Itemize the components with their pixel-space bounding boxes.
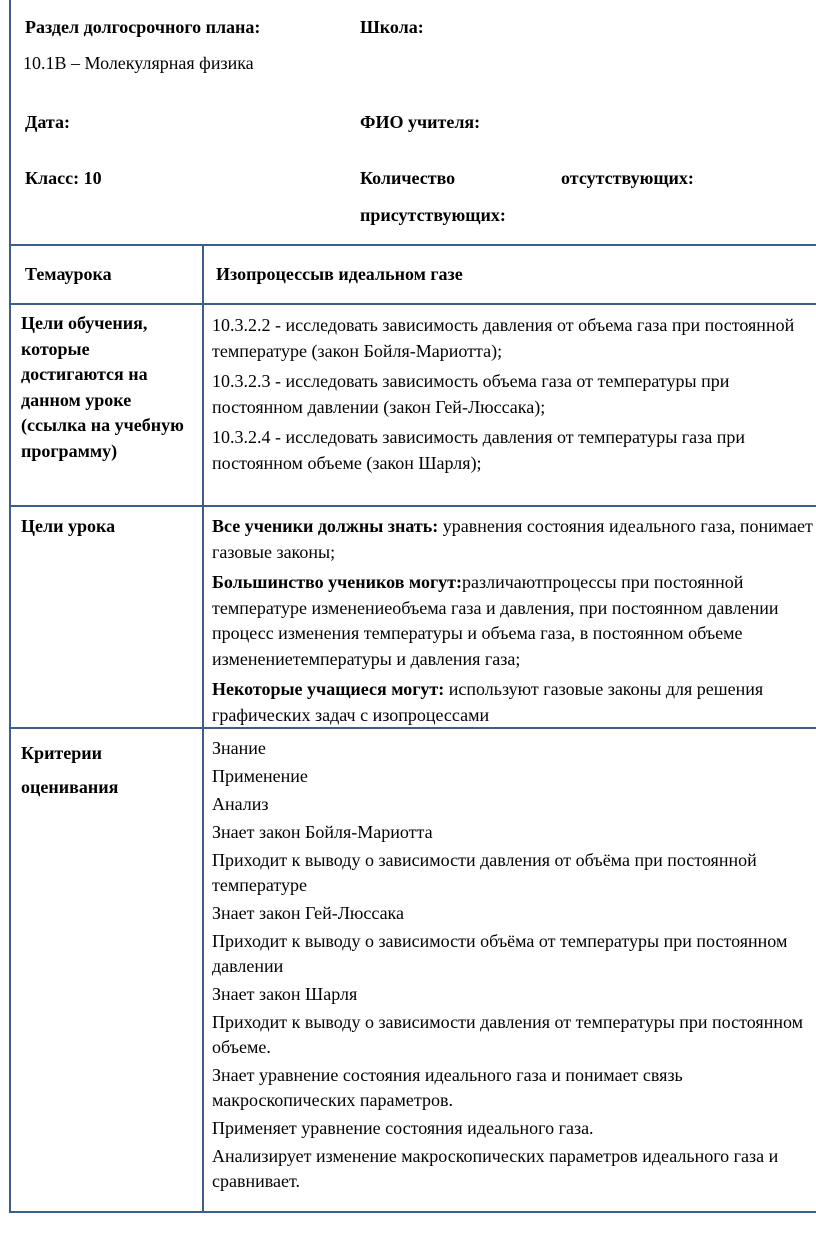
criteria-item: Знание: [212, 738, 266, 758]
lesson-goals-content: [212, 514, 816, 728]
lesson-goal-most-text: различаютпроцессы при постоянной температуре изменениеобъема газа и давления, при постоянном давлении процесс изменения температуры и объема газа, в постоянном объеме изменениетемпературы и давления газа;: [212, 572, 779, 669]
learning-goal-item: 10.3.2.3 - исследовать зависимость объема газа от температуры при постоянном давлении (закон Гей-Люссака);: [212, 371, 730, 417]
lesson-goals-label: Цели урока: [21, 516, 116, 536]
criteria-item: Применение: [212, 766, 308, 786]
learning-goal-item: 10.3.2.4 - исследовать зависимость давления от температуры газа при постоянном объеме (закон Шарля);: [212, 427, 746, 473]
criteria-item: Анализ: [212, 794, 269, 814]
lesson-goal-some-text: используют газовые законы для решения графических задач с изопроцессами: [212, 679, 764, 725]
criteria-item: Анализирует изменение макроскопических параметров идеального газа и сравнивает.: [212, 1146, 779, 1191]
row-divider-header: [9, 244, 816, 246]
long-term-plan-value: 10.1В – Молекулярная физика: [23, 53, 254, 73]
criteria-item: Знает закон Гей-Люссака: [212, 903, 405, 923]
lesson-goal-some-lead: Некоторые учащиеся могут:: [212, 679, 445, 699]
table-column-divider: [202, 245, 204, 1213]
lesson-goal-all: [212, 514, 816, 565]
date-label: Дата:: [25, 112, 70, 132]
attendance-word-count: Количество: [360, 168, 456, 188]
long-term-plan-label: Раздел долгосрочного плана:: [25, 17, 261, 37]
row-divider-topic: [9, 303, 816, 305]
class-label: Класс: 10: [25, 168, 102, 188]
teacher-label: ФИО учителя:: [360, 112, 481, 132]
row-divider-learning-goals: [9, 505, 816, 507]
table-border-bottom: [9, 1211, 816, 1213]
lesson-goal-most: [212, 570, 816, 672]
criteria-item: Приходит к выводу о зависимости давления от температуры при постоянном объеме.: [212, 1012, 804, 1057]
school-label: Школа:: [360, 17, 424, 37]
lesson-goal-most-lead: Большинство учеников могут:: [212, 572, 462, 592]
lesson-goal-all-lead: Все ученики должны знать:: [212, 516, 439, 536]
learning-goals-list: [212, 313, 816, 476]
lesson-goal-all-text: уравнения состояния идеального газа, понимает газовые законы;: [212, 516, 813, 562]
learning-goals-label: Цели обучения, которые достигаются на данном уроке (ссылка на учебную программу): [21, 313, 184, 461]
criteria-list: [212, 736, 816, 1197]
lesson-plan-table: [9, 0, 816, 1213]
criteria-item: Применяет уравнение состояния идеального газа.: [212, 1118, 594, 1138]
criteria-item: Знает закон Бойля-Мариотта: [212, 822, 433, 842]
learning-goal-item: 10.3.2.2 - исследовать зависимость давления от объема газа при постоянной температуре (закон Бойля-Мариотта);: [212, 315, 795, 361]
topic-label: Темаурока: [25, 264, 112, 284]
attendance-present-label: присутствующих:: [360, 205, 506, 225]
criteria-item: Приходит к выводу о зависимости объёма от температуры при постоянном давлении: [212, 931, 788, 976]
criteria-label: Критерии оценивания: [21, 743, 119, 797]
criteria-item: Приходит к выводу о зависимости давления от объёма при постоянной температуре: [212, 850, 757, 895]
attendance-word-absent: отсутствующих:: [561, 168, 694, 188]
criteria-item: Знает уравнение состояния идеального газа и понимает связь макроскопических параметров.: [212, 1065, 683, 1110]
lesson-goal-some: [212, 677, 816, 728]
criteria-item: Знает закон Шарля: [212, 984, 358, 1004]
topic-value: Изопроцессыв идеальном газе: [216, 264, 463, 284]
table-border-left: [9, 0, 11, 1213]
